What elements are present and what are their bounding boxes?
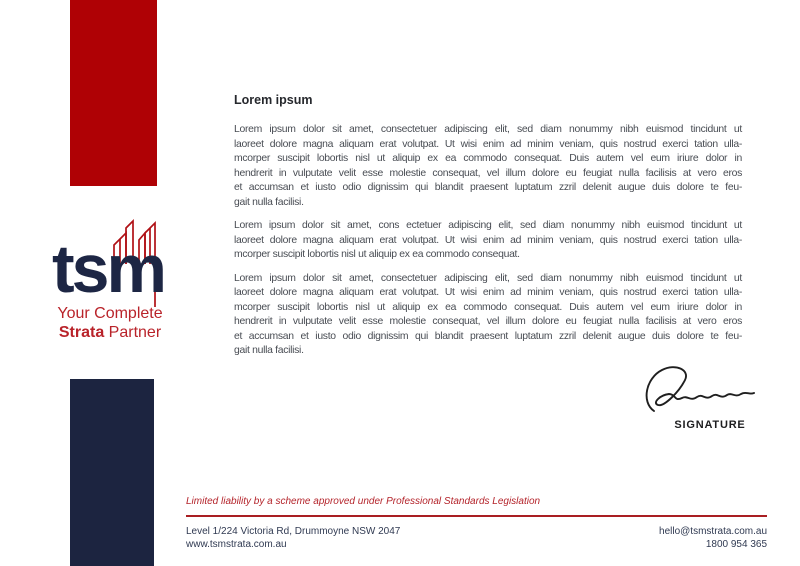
text-line: hendrerit in vulputate velit esse molestie consequat, vel illum dolore eu feugiat nulla facilisis at vero eros [234,316,742,327]
footer-website: www.tsmstrata.com.au [186,538,287,550]
letter-body [234,123,742,359]
text-line: laoreet dolore magna aliquam erat volutpat. Ut wisi enim ad minim veniam, quis nostrud exerci tation ulla- [234,234,742,246]
text-line: Lorem ipsum dolor sit amet, consectetuer adipiscing elit, sed diam nonummy nibh euismod tincidunt ut [234,124,742,135]
footer-phone: 1800 954 365 [705,538,767,550]
tagline-strata: Strata [58,324,105,341]
text-line: hendrerit in vulputate velit esse molestie consequat, vel illum dolore eu feugiat nulla facilisis at vero eros [234,167,742,179]
footer-email: hello@tsmstrata.com.au [659,526,767,537]
signature-label: SIGNATURE [674,419,746,431]
text-line: mcorper suscipit lobortis nisl ut aliquip ex ea commodo consequat. Duis autem vel eum iriure dolor in [234,301,742,313]
paragraph [234,123,742,210]
letter-content [234,93,742,368]
bottom-navy-block [70,379,154,566]
disclaimer-text: Limited liability by a scheme approved under Professional Standards Legislation [186,496,541,507]
signature-scribble-icon [640,364,760,416]
brand-tagline-line2 [30,324,190,342]
footer-contact-block [659,526,767,551]
text-line: Lorem ipsum dolor sit amet, consectetuer adipiscing elit, sed diam nonummy nibh euismod tincidunt ut [234,272,742,284]
tagline-partner: Partner [108,324,162,341]
paragraph [234,272,742,359]
text-line: mcorper suscipit lobortis nisl ut aliquip ex ea commodo consequat. [234,249,520,260]
text-line: et accumsan et iusto odio dignissim qui blandit praesent luptatum zzril delenit augue duis dolore te feu- [234,330,742,342]
text-line: laoreet dolore magna aliquam erat volutpat. Ut wisi enim ad minim veniam, quis nostrud exerci tation ulla- [234,138,742,150]
brand-tagline-line1: Your Complete [57,305,163,322]
footer-divider [186,515,767,517]
text-line: mcorper suscipit lobortis nisl ut aliquip ex ea commodo consequat. Duis autem vel eum iriure dolor in [234,153,742,164]
text-line: Lorem ipsum dolor sit amet, cons ectetuer adipiscing elit, sed diam nonummy nibh euismod tincidunt ut [234,220,742,231]
text-line: et accumsan et iusto odio dignissim qui blandit praesent luptatum zzril delenit augue duis dolore te feu- [234,182,742,193]
top-red-block [70,0,157,186]
footer-address-block [186,526,400,551]
text-line: gait nulla facilisi. [234,345,304,356]
text-line: laoreet dolore magna aliquam erat volutpat. Ut wisi enim ad minim veniam, quis nostrud exerci tation ulla- [234,287,742,298]
footer-address: Level 1/224 Victoria Rd, Drummoyne NSW 2047 [186,526,401,537]
paragraph [234,219,742,263]
logo-wordmark: tsm [52,231,164,307]
letter-heading: Lorem ipsum [234,93,313,107]
text-line: gait nulla facilisi. [234,196,304,208]
